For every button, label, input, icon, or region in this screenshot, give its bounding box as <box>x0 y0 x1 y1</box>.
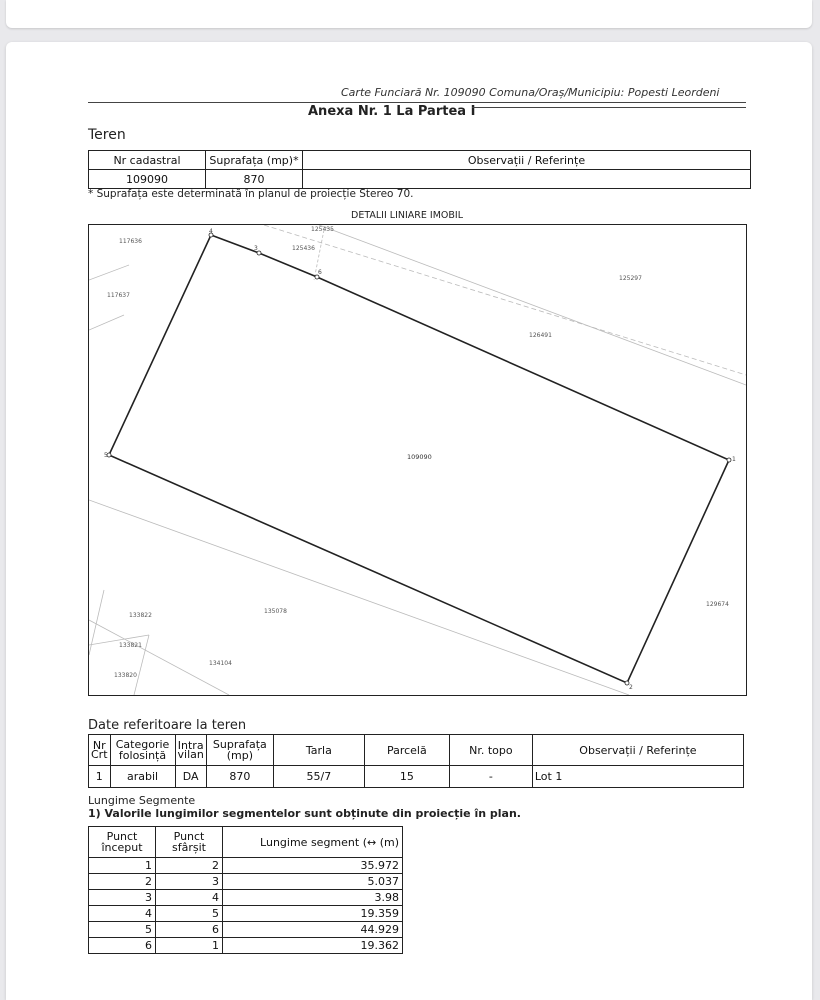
cell-suprafata: 870 <box>206 766 273 788</box>
cell-punct-sfarsit: 5 <box>156 906 223 922</box>
header-suprafata: Suprafața (mp)* <box>206 151 303 170</box>
neighbor-label: 125436 <box>292 245 315 252</box>
table-row <box>89 766 744 788</box>
parcel-map-svg <box>89 225 746 695</box>
cell-lungime: 3.98 <box>223 890 403 906</box>
cell-lungime: 35.972 <box>223 858 403 874</box>
neighbor-line <box>319 225 746 385</box>
cell-punct-inceput: 4 <box>89 906 156 922</box>
header-nr-cadastral: Nr cadastral <box>89 151 206 170</box>
cell-suprafata: 870 <box>206 170 303 189</box>
previous-page-card <box>6 0 812 28</box>
header-suprafata: Suprafața (mp) <box>206 735 273 766</box>
parcel-map <box>88 224 747 696</box>
neighbor-label: 134104 <box>209 660 232 667</box>
vertex-label: 6 <box>318 269 322 276</box>
neighbor-label: 126491 <box>529 332 552 339</box>
date-teren-title: Date referitoare la teren <box>88 718 247 733</box>
cell-punct-sfarsit: 4 <box>156 890 223 906</box>
cell-parcela: 15 <box>364 766 449 788</box>
neighbor-line <box>89 265 129 280</box>
cell-punct-sfarsit: 1 <box>156 938 223 954</box>
cell-lungime: 19.359 <box>223 906 403 922</box>
table-row <box>89 906 403 922</box>
neighbor-line <box>89 500 629 695</box>
neighbor-label: 133822 <box>129 612 152 619</box>
cell-punct-inceput: 2 <box>89 874 156 890</box>
cell-punct-sfarsit: 2 <box>156 858 223 874</box>
parcel-label: 109090 <box>407 453 432 461</box>
header-punct-sfarsit: Punct sfârșit <box>156 827 223 858</box>
cell-categorie: arabil <box>110 766 175 788</box>
cell-lungime: 44.929 <box>223 922 403 938</box>
annex-title: Anexa Nr. 1 La Partea I <box>308 104 476 119</box>
cell-observatii <box>303 170 751 189</box>
cell-intravilan: DA <box>175 766 206 788</box>
stereo-note: * Suprafața este determinată în planul de proiecție Stereo 70. <box>88 188 414 200</box>
header-rule <box>88 102 746 103</box>
neighbor-label: 125297 <box>619 275 642 282</box>
header-punct-inceput: Punct început <box>89 827 156 858</box>
header-nr-crt: Nr Crt <box>89 735 111 766</box>
header-tarla: Tarla <box>273 735 364 766</box>
neighbor-line <box>264 225 746 375</box>
cell-punct-inceput: 3 <box>89 890 156 906</box>
map-title: DETALII LINIARE IMOBIL <box>351 210 464 221</box>
cell-lungime: 19.362 <box>223 938 403 954</box>
segmente-subtitle: 1) Valorile lungimilor segmentelor sunt obținute din proiecție în plan. <box>88 807 521 820</box>
vertex-label: 3 <box>254 245 258 252</box>
header-intravilan: Intra vilan <box>175 735 206 766</box>
neighbor-label: 125435 <box>311 226 334 233</box>
teren-table <box>88 150 751 189</box>
cell-lungime: 5.037 <box>223 874 403 890</box>
vertex-label: 4 <box>209 228 213 235</box>
table-row <box>89 858 403 874</box>
cell-punct-inceput: 1 <box>89 858 156 874</box>
cell-nr-crt: 1 <box>89 766 111 788</box>
carte-funciara-title: Carte Funciară Nr. 109090 Comuna/Oraș/Municipiu: Popesti Leordeni <box>341 86 720 99</box>
segmente-table <box>88 826 403 954</box>
cell-nr-cadastral: 109090 <box>89 170 206 189</box>
table-row <box>89 890 403 906</box>
neighbor-label: 117636 <box>119 238 142 245</box>
table-row <box>89 922 403 938</box>
vertex-label: 1 <box>732 456 736 463</box>
neighbor-line <box>89 315 124 330</box>
vertex-label: 2 <box>629 684 633 691</box>
cell-nr-topo: - <box>449 766 532 788</box>
cell-observatii: Lot 1 <box>532 766 743 788</box>
header-nr-topo: Nr. topo <box>449 735 532 766</box>
vertex-marker <box>727 458 731 462</box>
neighbor-label: 129674 <box>706 601 729 608</box>
vertex-label: 5 <box>104 452 108 459</box>
header-observatii: Observații / Referințe <box>303 151 751 170</box>
teren-section-title: Teren <box>88 127 126 143</box>
document-page <box>6 42 812 1000</box>
neighbor-line <box>89 620 229 695</box>
neighbor-line <box>89 590 104 655</box>
table-row <box>89 874 403 890</box>
annex-rule <box>472 107 746 108</box>
cell-punct-inceput: 5 <box>89 922 156 938</box>
cell-punct-inceput: 6 <box>89 938 156 954</box>
cell-punct-sfarsit: 3 <box>156 874 223 890</box>
cell-tarla: 55/7 <box>273 766 364 788</box>
cell-punct-sfarsit: 6 <box>156 922 223 938</box>
header-lungime: Lungime segment (↔ (m) <box>223 827 403 858</box>
header-observatii: Observații / Referințe <box>532 735 743 766</box>
neighbor-label: 133821 <box>119 642 142 649</box>
header-categorie: Categorie folosință <box>110 735 175 766</box>
date-teren-table <box>88 734 744 788</box>
segmente-title: Lungime Segmente <box>88 794 196 807</box>
table-row <box>89 938 403 954</box>
header-parcela: Parcelă <box>364 735 449 766</box>
neighbor-label: 117637 <box>107 292 130 299</box>
neighbor-label: 135078 <box>264 608 287 615</box>
neighbor-label: 133820 <box>114 672 137 679</box>
